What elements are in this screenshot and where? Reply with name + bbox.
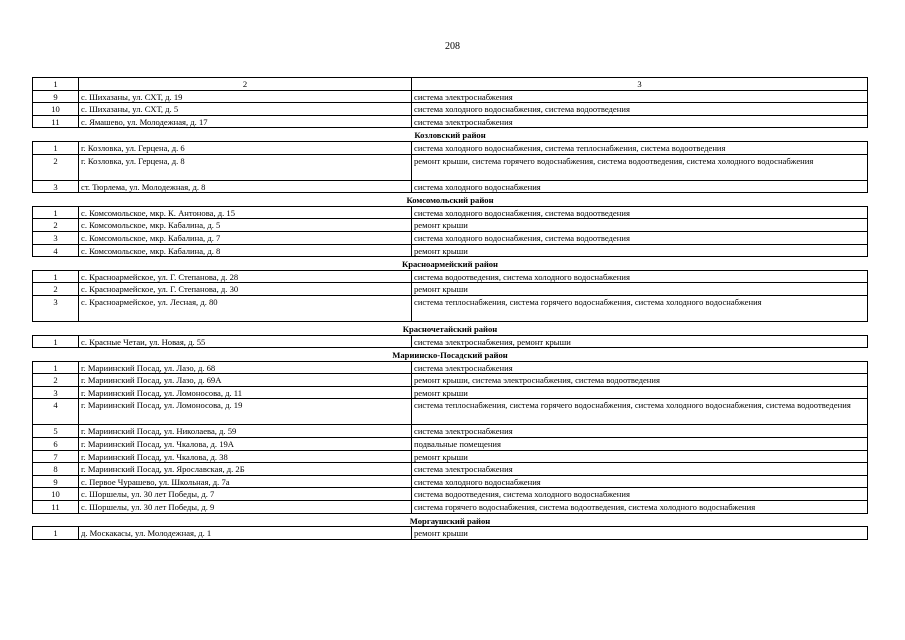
table-row	[33, 475, 868, 488]
table-row	[33, 115, 868, 128]
row-number: 2	[33, 154, 79, 180]
row-number: 3	[33, 295, 79, 321]
works-table	[32, 77, 868, 540]
table-row	[33, 450, 868, 463]
row-work-type: система горячего водоснабжения, система водоотведения, система холодного водоснабжения	[412, 501, 868, 514]
row-address: г. Мариинский Посад, ул. Николаева, д. 59	[79, 425, 412, 438]
row-address: г. Мариинский Посад, ул. Чкалова, д. 38	[79, 450, 412, 463]
row-number: 2	[33, 219, 79, 232]
table-row	[33, 374, 868, 387]
row-address: г. Мариинский Посад, ул. Ломоносова, д. 19	[79, 399, 412, 425]
district-heading-row	[33, 128, 868, 142]
table-row	[33, 141, 868, 154]
row-work-type: ремонт крыши	[412, 283, 868, 296]
district-heading-row	[33, 348, 868, 362]
row-work-type: ремонт крыши	[412, 244, 868, 257]
table-body	[33, 78, 868, 540]
table-row	[33, 231, 868, 244]
district-heading-row	[33, 257, 868, 271]
row-number: 10	[33, 103, 79, 116]
district-name: Красноармейский район	[33, 257, 868, 271]
table-row	[33, 270, 868, 283]
header-col-1: 1	[33, 78, 79, 91]
table-row	[33, 90, 868, 103]
table-row	[33, 399, 868, 425]
row-number: 4	[33, 244, 79, 257]
table-row	[33, 103, 868, 116]
row-address: с. Комсомольское, мкр. Кабалина, д. 7	[79, 231, 412, 244]
row-address: с. Красноармейское, ул. Лесная, д. 80	[79, 295, 412, 321]
district-heading-row	[33, 321, 868, 335]
row-work-type: система холодного водоснабжения, система водоотведения	[412, 103, 868, 116]
district-heading-row	[33, 513, 868, 527]
row-address: с. Шоршелы, ул. 30 лет Победы, д. 9	[79, 501, 412, 514]
row-address: ст. Тюрлема, ул. Молодежная, д. 8	[79, 180, 412, 193]
district-name: Красночетайский район	[33, 321, 868, 335]
row-work-type: ремонт крыши	[412, 219, 868, 232]
row-number: 7	[33, 450, 79, 463]
district-name: Козловский район	[33, 128, 868, 142]
row-number: 6	[33, 438, 79, 451]
header-col-2: 2	[79, 78, 412, 91]
row-work-type: система холодного водоснабжения, система теплоснабжения, система водоотведения	[412, 141, 868, 154]
district-name: Моргаушский район	[33, 513, 868, 527]
row-number: 9	[33, 90, 79, 103]
row-number: 5	[33, 425, 79, 438]
row-work-type: ремонт крыши, система электроснабжения, система водоотведения	[412, 374, 868, 387]
row-work-type: система холодного водоснабжения, система водоотведения	[412, 206, 868, 219]
row-address: с. Шоршелы, ул. 30 лет Победы, д. 7	[79, 488, 412, 501]
row-address: г. Мариинский Посад, ул. Лазо, д. 68	[79, 361, 412, 374]
row-address: с. Комсомольское, мкр. Кабалина, д. 8	[79, 244, 412, 257]
table-row	[33, 488, 868, 501]
row-address: г. Мариинский Посад, ул. Лазо, д. 69А	[79, 374, 412, 387]
row-work-type: система водоотведения, система холодного водоснабжения	[412, 270, 868, 283]
row-address: д. Москакасы, ул. Молодежная, д. 1	[79, 527, 412, 540]
table-row	[33, 463, 868, 476]
table-row	[33, 361, 868, 374]
table-row	[33, 154, 868, 180]
row-address: с. Комсомольское, мкр. Кабалина, д. 5	[79, 219, 412, 232]
row-number: 3	[33, 231, 79, 244]
row-number: 1	[33, 206, 79, 219]
row-number: 1	[33, 270, 79, 283]
row-number: 10	[33, 488, 79, 501]
row-number: 3	[33, 386, 79, 399]
row-work-type: система теплоснабжения, система горячего водоснабжения, система холодного водоснабжения, система водоотведения	[412, 399, 868, 425]
row-work-type: ремонт крыши	[412, 527, 868, 540]
district-name: Комсомольский район	[33, 193, 868, 207]
page-number: 208	[445, 41, 460, 52]
row-number: 4	[33, 399, 79, 425]
row-number: 8	[33, 463, 79, 476]
row-work-type: система электроснабжения	[412, 425, 868, 438]
row-address: г. Мариинский Посад, ул. Ломоносова, д. 11	[79, 386, 412, 399]
row-work-type: система электроснабжения	[412, 90, 868, 103]
table-row	[33, 335, 868, 348]
table-row	[33, 244, 868, 257]
row-address: г. Мариинский Посад, ул. Ярославская, д. 2Б	[79, 463, 412, 476]
row-work-type: система холодного водоснабжения	[412, 180, 868, 193]
row-address: с. Комсомольское, мкр. К. Антонова, д. 15	[79, 206, 412, 219]
table-row	[33, 180, 868, 193]
row-address: с. Красные Четаи, ул. Новая, д. 55	[79, 335, 412, 348]
row-number: 1	[33, 361, 79, 374]
row-address: с. Красноармейское, ул. Г. Степанова, д. 30	[79, 283, 412, 296]
row-work-type: ремонт крыши, система горячего водоснабжения, система водоотведения, система холодного водоснабжения	[412, 154, 868, 180]
header-row	[33, 78, 868, 91]
row-work-type: система водоотведения, система холодного водоснабжения	[412, 488, 868, 501]
table-row	[33, 295, 868, 321]
row-address: г. Козловка, ул. Герцена, д. 6	[79, 141, 412, 154]
row-address: с. Первое Чурашево, ул. Школьная, д. 7а	[79, 475, 412, 488]
row-number: 1	[33, 527, 79, 540]
table-row	[33, 425, 868, 438]
table-row	[33, 219, 868, 232]
row-number: 2	[33, 374, 79, 387]
table-row	[33, 206, 868, 219]
table-row	[33, 438, 868, 451]
row-address: с. Шихазаны, ул. СХТ, д. 19	[79, 90, 412, 103]
row-work-type: система электроснабжения	[412, 463, 868, 476]
header-col-3: 3	[412, 78, 868, 91]
row-work-type: подвальные помещения	[412, 438, 868, 451]
row-work-type: система холодного водоснабжения	[412, 475, 868, 488]
row-work-type: ремонт крыши	[412, 450, 868, 463]
row-address: с. Шихазаны, ул. СХТ, д. 5	[79, 103, 412, 116]
row-work-type: система электроснабжения	[412, 361, 868, 374]
row-address: с. Ямашево, ул. Молодежная, д. 17	[79, 115, 412, 128]
row-work-type: ремонт крыши	[412, 386, 868, 399]
row-number: 9	[33, 475, 79, 488]
row-address: г. Козловка, ул. Герцена, д. 8	[79, 154, 412, 180]
district-name: Мариинско-Посадский район	[33, 348, 868, 362]
table-row	[33, 386, 868, 399]
row-work-type: система теплоснабжения, система горячего водоснабжения, система холодного водоснабжения	[412, 295, 868, 321]
row-work-type: система холодного водоснабжения, система водоотведения	[412, 231, 868, 244]
table-row	[33, 527, 868, 540]
row-work-type: система электроснабжения	[412, 115, 868, 128]
row-number: 11	[33, 501, 79, 514]
row-number: 11	[33, 115, 79, 128]
table-row	[33, 501, 868, 514]
district-heading-row	[33, 193, 868, 207]
row-number: 1	[33, 335, 79, 348]
row-number: 2	[33, 283, 79, 296]
row-address: г. Мариинский Посад, ул. Чкалова, д. 19А	[79, 438, 412, 451]
row-address: с. Красноармейское, ул. Г. Степанова, д. 28	[79, 270, 412, 283]
table-row	[33, 283, 868, 296]
row-number: 1	[33, 141, 79, 154]
row-number: 3	[33, 180, 79, 193]
row-work-type: система электроснабжения, ремонт крыши	[412, 335, 868, 348]
